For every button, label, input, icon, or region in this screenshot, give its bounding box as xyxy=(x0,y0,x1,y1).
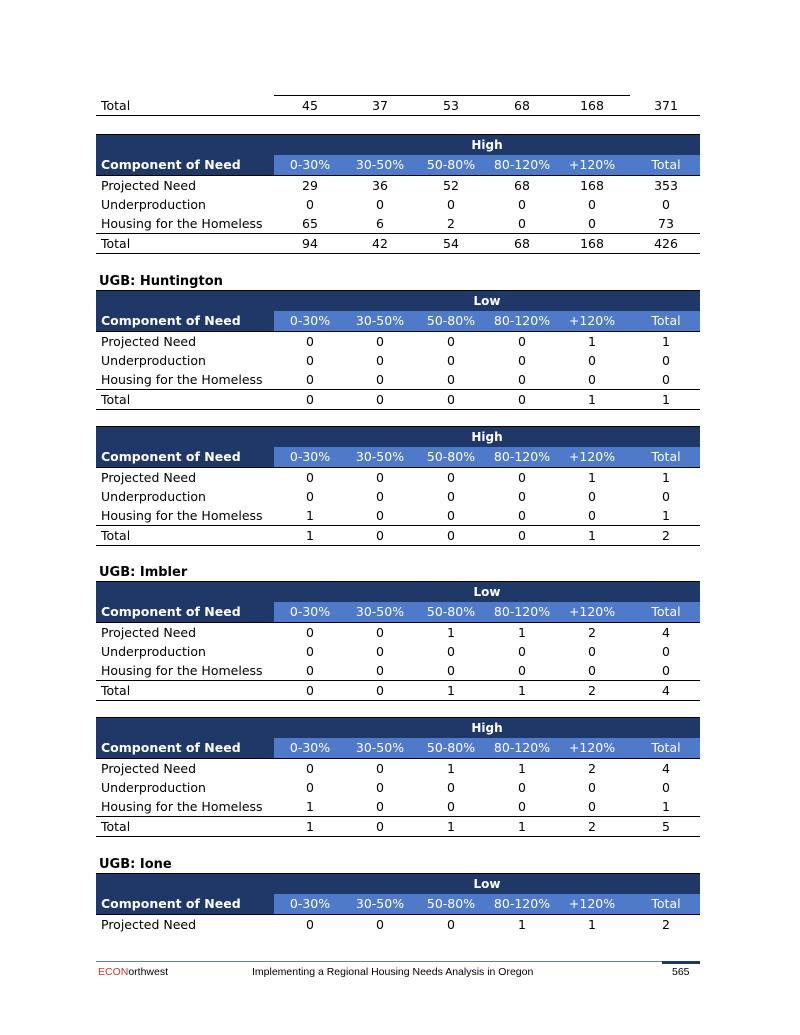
table-row: Projected Need 29 36 52 68 168 353 xyxy=(101,178,678,193)
table-title: High xyxy=(471,138,503,152)
table-body xyxy=(96,467,700,546)
total-row: Total 0 0 0 0 1 1 xyxy=(96,389,700,410)
table-body xyxy=(96,331,700,410)
table-title: Low xyxy=(473,877,501,891)
table-body xyxy=(96,914,700,934)
column-header-row: Component of Need 0-30% 30-50% 50-80% 80-120% +120% Total xyxy=(96,602,700,622)
table-row: Housing for the Homeless 65 6 2 0 0 73 xyxy=(101,216,674,231)
table-prev-high xyxy=(96,134,700,254)
table-body xyxy=(96,622,700,701)
table-row: Underproduction 0 0 0 0 0 0 xyxy=(101,197,670,212)
table-title-bar xyxy=(96,873,700,894)
component-header: Component of Need xyxy=(96,311,274,331)
table-row: Underproduction 0 0 0 0 0 0 xyxy=(101,353,670,368)
table-row: Underproduction 0 0 0 0 0 0 xyxy=(101,780,670,795)
table-row: Housing for the Homeless 0 0 0 0 0 0 xyxy=(101,663,670,678)
footer-brand: ECONorthwest xyxy=(98,966,169,978)
table-title: Low xyxy=(473,294,501,308)
table-title-bar xyxy=(96,290,700,311)
table-row: Housing for the Homeless 1 0 0 0 0 1 xyxy=(101,799,670,814)
table-row: Projected Need 0 0 1 1 2 4 xyxy=(101,761,670,776)
column-header-row xyxy=(96,155,700,175)
table-imbler-low xyxy=(96,581,700,701)
cell: 68 xyxy=(514,98,530,113)
table-row: Housing for the Homeless 0 0 0 0 0 0 xyxy=(101,372,670,387)
component-header: Component of Need xyxy=(96,602,274,622)
col-header: 50-80% xyxy=(426,157,476,172)
column-header-row: Component of Need 0-30% 30-50% 50-80% 80-120% +120% Total xyxy=(96,738,700,758)
table-ione-low xyxy=(96,873,700,934)
table-row: Underproduction 0 0 0 0 0 0 xyxy=(101,644,670,659)
total-row: Total 1 0 0 0 1 2 xyxy=(96,525,700,546)
table-title: High xyxy=(471,430,503,444)
cell: 45 xyxy=(302,98,318,113)
footer-rule xyxy=(96,961,700,962)
table-title: Low xyxy=(473,585,501,599)
table-row: Projected Need 0 0 0 0 1 1 xyxy=(101,470,670,485)
column-header-row: Component of Need 0-30% 30-50% 50-80% 80-120% +120% Total xyxy=(96,447,700,467)
table-row: Underproduction 0 0 0 0 0 0 xyxy=(101,489,670,504)
section-title-imbler: UGB: Imbler xyxy=(99,565,188,580)
total-row: Total 1 0 1 1 2 5 xyxy=(96,816,700,837)
row-label: Total xyxy=(101,98,131,113)
table-huntington-high xyxy=(96,426,700,546)
cell: 37 xyxy=(372,98,388,113)
table-row: Housing for the Homeless 1 0 0 0 0 1 xyxy=(101,508,670,523)
column-header-row: Component of Need 0-30% 30-50% 50-80% 80-120% +120% Total xyxy=(96,894,700,914)
table-title-bar xyxy=(96,426,700,447)
table-row: Projected Need 0 0 0 0 1 1 xyxy=(101,334,670,349)
footer-title: Implementing a Regional Housing Needs Analysis in Oregon xyxy=(252,966,534,978)
table-title: High xyxy=(471,721,503,735)
col-header: 80-120% xyxy=(493,157,551,172)
table-title-bar xyxy=(96,717,700,738)
cell: 168 xyxy=(580,98,604,113)
col-header: +120% xyxy=(568,157,616,172)
section-title-ione: UGB: Ione xyxy=(99,857,172,872)
total-row xyxy=(96,96,700,116)
table-huntington-low xyxy=(96,290,700,410)
column-header-row: Component of Need 0-30% 30-50% 50-80% 80-120% +120% Total xyxy=(96,311,700,331)
table-imbler-high xyxy=(96,717,700,837)
table-title-bar xyxy=(96,134,700,155)
col-header: 30-50% xyxy=(355,157,405,172)
table-body xyxy=(96,175,700,254)
page-number: 565 xyxy=(672,966,690,978)
component-header: Component of Need xyxy=(96,894,274,914)
table-title-bar xyxy=(96,581,700,602)
cell: 371 xyxy=(654,98,678,113)
table-row: Projected Need 0 0 0 1 1 2 xyxy=(101,917,670,932)
footer-accent-rule xyxy=(662,961,700,964)
col-header: Total xyxy=(651,157,681,172)
total-row: Total 0 0 1 1 2 4 xyxy=(96,680,700,701)
table-row: Projected Need 0 0 1 1 2 4 xyxy=(101,625,670,640)
col-header: 0-30% xyxy=(289,157,331,172)
section-title-huntington: UGB: Huntington xyxy=(99,274,223,289)
cell: 53 xyxy=(443,98,459,113)
component-header: Component of Need xyxy=(96,447,274,467)
component-header: Component of Need xyxy=(96,738,274,758)
component-header: Component of Need xyxy=(96,155,274,175)
total-row: Total 94 42 54 68 168 426 xyxy=(96,233,700,254)
table-body xyxy=(96,758,700,837)
table-prev-low-total xyxy=(96,96,700,116)
